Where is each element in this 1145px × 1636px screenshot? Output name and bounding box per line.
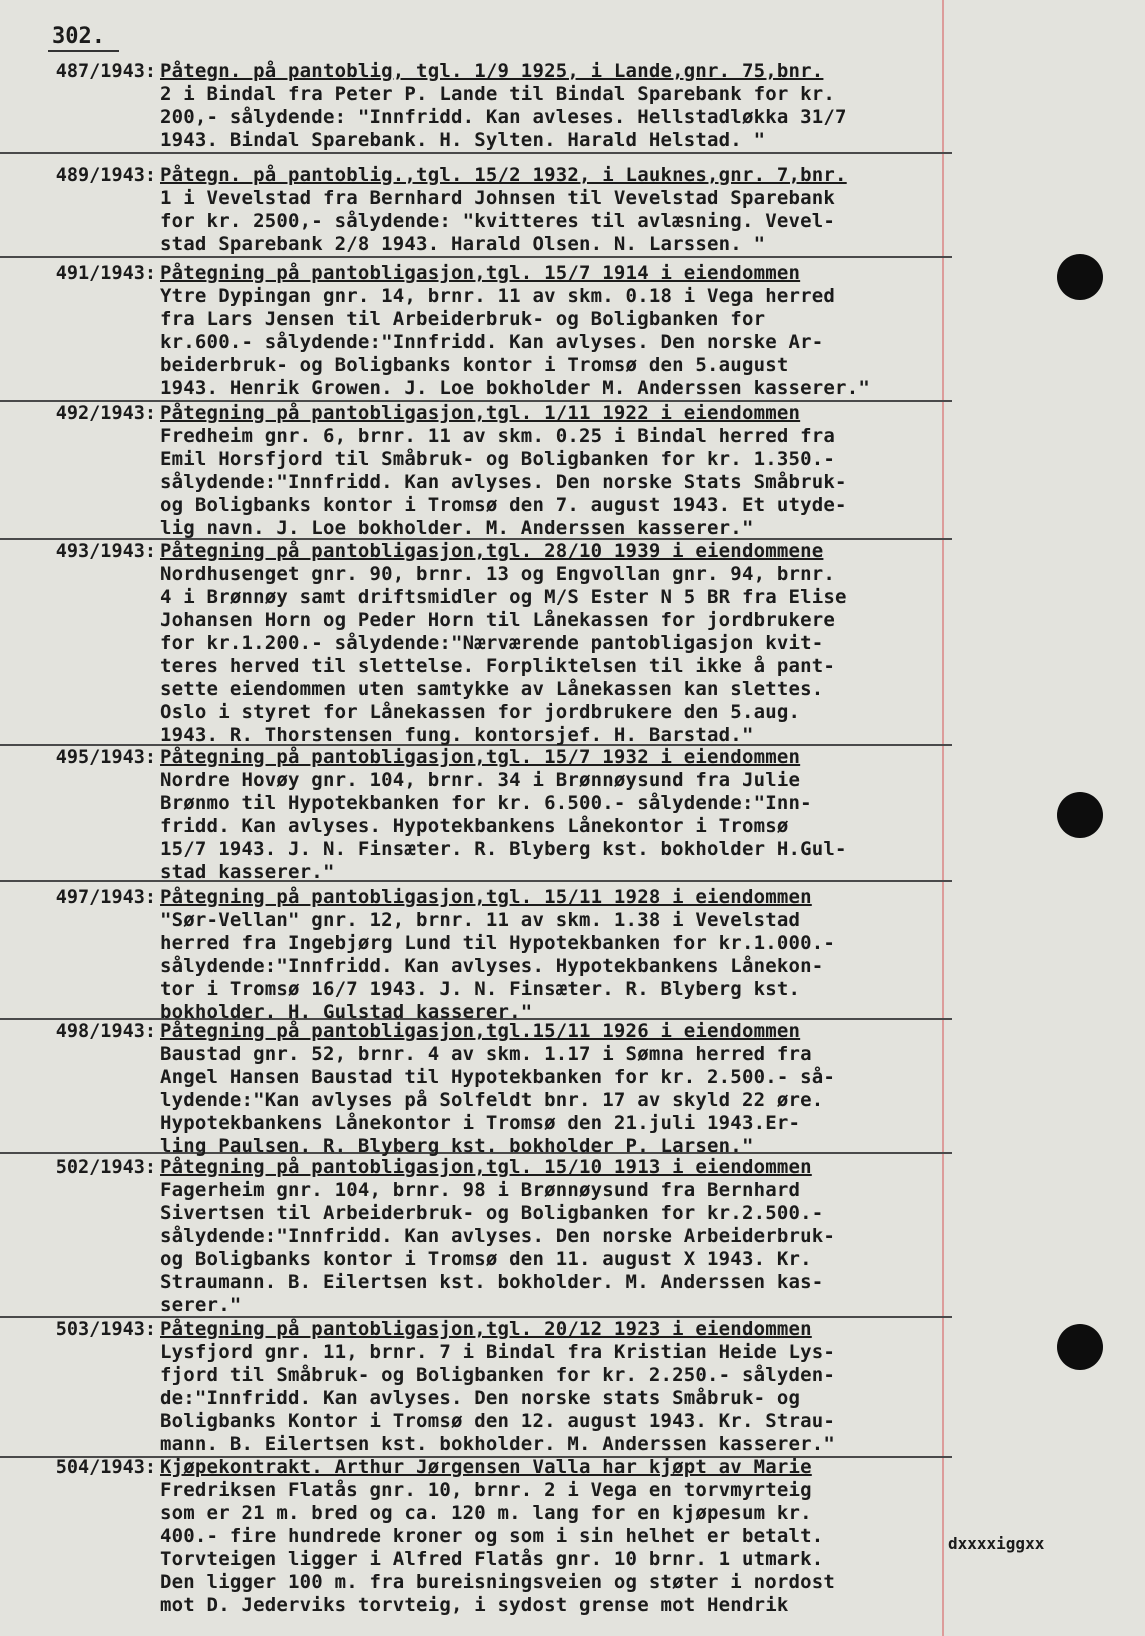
entry-line: Påtegning på pantobligasjon,tgl. 15/11 1928 i eiendommen [160, 886, 812, 908]
entry-line: Påtegning på pantobligasjon,tgl. 15/7 1932 i eiendommen [160, 746, 801, 768]
entry-id: 492/1943: [55, 403, 156, 424]
entry-line: og Boligbanks kontor i Tromsø den 7. august 1943. Et utyde- [160, 494, 847, 516]
entry-text [160, 1318, 950, 1456]
entry-line: teres herved til slettelse. Forpliktelsen til ikke å pant- [160, 655, 836, 677]
entry-line: 1943. Bindal Sparebank. H. Sylten. Harald Helstad. " [160, 129, 766, 151]
entry-line: Fredriksen Flatås gnr. 10, brnr. 2 i Vega en torvmyrteig [160, 1479, 812, 1501]
entry-id: 493/1943: [55, 541, 156, 562]
entry-line: sette eiendommen uten samtykke av Lånekassen kan slettes. [160, 678, 824, 700]
entry-line: 1943. R. Thorstensen fung. kontorsjef. H. Barstad." [160, 724, 754, 746]
entry-line: Påtegn. på pantoblig.,tgl. 15/2 1932, i Lauknes,gnr. 7,bnr. [160, 164, 847, 186]
entry-line: Boligbanks Kontor i Tromsø den 12. august 1943. Kr. Strau- [160, 1410, 836, 1432]
entry-id: 495/1943: [55, 747, 156, 768]
entry-line: tor i Tromsø 16/7 1943. J. N. Finsæter. R. Blyberg kst. [160, 978, 801, 1000]
entry-line: Johansen Horn og Peder Horn til Lånekassen for jordbrukere [160, 609, 836, 631]
entry-line: 400.- fire hundrede kroner og som i sin helhet er betalt. [160, 1525, 824, 1547]
entry-line: 2 i Bindal fra Peter P. Lande til Bindal Sparebank for kr. [160, 83, 836, 105]
entry-line: "Sør-Vellan" gnr. 12, brnr. 11 av skm. 1.38 i Vevelstad [160, 909, 801, 931]
entry-line: 15/7 1943. J. N. Finsæter. R. Blyberg kst. bokholder H.Gul- [160, 838, 847, 860]
entry-line: sålydende:"Innfridd. Kan avlyses. Den norske Arbeiderbruk- [160, 1225, 836, 1247]
entry-id: 487/1943: [55, 61, 156, 82]
entry-id: 498/1943: [55, 1021, 156, 1042]
entry-line: Påtegning på pantobligasjon,tgl. 15/10 1913 i eiendommen [160, 1156, 812, 1178]
entry-line: 1 i Vevelstad fra Bernhard Johnsen til Vevelstad Sparebank [160, 187, 836, 209]
entry-text [160, 886, 950, 1024]
entry-text [160, 1020, 950, 1158]
entry-493 [0, 540, 952, 746]
entry-line: mann. B. Eilertsen kst. bokholder. M. Anderssen kasserer." [160, 1433, 836, 1455]
entry-line: Påtegn. på pantoblig, tgl. 1/9 1925, i Lande,gnr. 75,bnr. [160, 60, 824, 82]
entry-line: herred fra Ingebjørg Lund til Hypotekbanken for kr.1.000.- [160, 932, 836, 954]
entry-495 [0, 746, 952, 882]
entry-id: 502/1943: [55, 1157, 156, 1178]
entry-line: Torvteigen ligger i Alfred Flatås gnr. 10 brnr. 1 utmark. [160, 1548, 824, 1570]
entry-line: for kr.1.200.- sålydende:"Nærværende pantobligasjon kvit- [160, 632, 824, 654]
entry-text [160, 262, 950, 400]
entry-line: lig navn. J. Loe bokholder. M. Anderssen kasserer." [160, 517, 754, 539]
entry-503 [0, 1318, 952, 1458]
entry-491 [0, 262, 952, 402]
entry-line: Sivertsen til Arbeiderbruk- og Boligbanken for kr.2.500.- [160, 1202, 824, 1224]
binder-hole [1057, 792, 1103, 838]
entry-line: Fredheim gnr. 6, brnr. 11 av skm. 0.25 i Bindal herred fra [160, 425, 836, 447]
entry-line: bokholder. H. Gulstad kasserer." [160, 1001, 533, 1023]
entry-line: ling Paulsen. R. Blyberg kst. bokholder P. Larsen." [160, 1135, 754, 1157]
entry-line: 4 i Brønnøy samt driftsmidler og M/S Ester N 5 BR fra Elise [160, 586, 847, 608]
entry-id: 504/1943: [55, 1457, 156, 1478]
entry-line: Baustad gnr. 52, brnr. 4 av skm. 1.17 i Sømna herred fra [160, 1043, 812, 1065]
binder-hole [1057, 1324, 1103, 1370]
entry-id: 503/1943: [55, 1319, 156, 1340]
entry-487 [0, 60, 952, 154]
entry-line: fridd. Kan avlyses. Hypotekbankens Lånekontor i Tromsø [160, 815, 789, 837]
entry-id: 491/1943: [55, 263, 156, 284]
entry-line: kr.600.- sålydende:"Innfridd. Kan avlyses. Den norske Ar- [160, 331, 824, 353]
entry-line: Påtegning på pantobligasjon,tgl.15/11 1926 i eiendommen [160, 1020, 801, 1042]
entry-line: Fagerheim gnr. 104, brnr. 98 i Brønnøysund fra Bernhard [160, 1179, 801, 1201]
entry-line: Påtegning på pantobligasjon,tgl. 15/7 1914 i eiendommen [160, 262, 801, 284]
page-number: 302. [48, 24, 119, 52]
entry-504 [0, 1456, 952, 1626]
entry-line: Brønmo til Hypotekbanken for kr. 6.500.- sålydende:"Inn- [160, 792, 812, 814]
entry-line: fjord til Småbruk- og Boligbanken for kr. 2.250.- sålyden- [160, 1364, 836, 1386]
entry-line: sålydende:"Innfridd. Kan avlyses. Den norske Stats Småbruk- [160, 471, 847, 493]
entry-line: 200,- sålydende: "Innfridd. Kan avleses. Hellstadløkka 31/7 [160, 106, 847, 128]
entry-text [160, 402, 950, 540]
entry-line: beiderbruk- og Boligbanks kontor i Tromsø den 5.august [160, 354, 789, 376]
entry-text [160, 540, 950, 747]
entry-line: 1943. Henrik Growen. J. Loe bokholder M. Anderssen kasserer." [160, 377, 870, 399]
entry-line: Nordre Hovøy gnr. 104, brnr. 34 i Brønnøysund fra Julie [160, 769, 801, 791]
entry-498 [0, 1020, 952, 1157]
entry-line: sålydende:"Innfridd. Kan avlyses. Hypotekbankens Lånekon- [160, 955, 824, 977]
entry-489 [0, 164, 952, 258]
entry-line: Kjøpekontrakt. Arthur Jørgensen Valla har kjøpt av Marie [160, 1456, 812, 1478]
entry-line: Nordhusenget gnr. 90, brnr. 13 og Engvollan gnr. 94, brnr. [160, 563, 836, 585]
entry-line: Påtegning på pantobligasjon,tgl. 28/10 1939 i eiendommene [160, 540, 824, 562]
entry-line: Angel Hansen Baustad til Hypotekbanken for kr. 2.500.- så- [160, 1066, 836, 1088]
entry-line: fra Lars Jensen til Arbeiderbruk- og Boligbanken for [160, 308, 766, 330]
entry-line: mot D. Jederviks torvteig, i sydost grense mot Hendrik [160, 1594, 789, 1616]
entry-line: Lysfjord gnr. 11, brnr. 7 i Bindal fra Kristian Heide Lys- [160, 1341, 836, 1363]
entry-492 [0, 402, 952, 540]
entry-line: som er 21 m. bred og ca. 120 m. lang for en kjøpesum kr. [160, 1502, 812, 1524]
entry-text [160, 1456, 950, 1617]
entry-line: Emil Horsfjord til Småbruk- og Boligbanken for kr. 1.350.- [160, 448, 836, 470]
entry-line: Den ligger 100 m. fra bureisningsveien og støter i nordost [160, 1571, 836, 1593]
struck-side-note: dxxxxiggxx [948, 1534, 1045, 1553]
entry-line: og Boligbanks kontor i Tromsø den 11. august X 1943. Kr. [160, 1248, 812, 1270]
binder-hole [1057, 254, 1103, 300]
entry-line: Ytre Dypingan gnr. 14, brnr. 11 av skm. 0.18 i Vega herred [160, 285, 836, 307]
entry-line: Påtegning på pantobligasjon,tgl. 20/12 1923 i eiendommen [160, 1318, 812, 1340]
entry-line: lydende:"Kan avlyses på Solfeldt bnr. 17 av skyld 22 øre. [160, 1089, 824, 1111]
entry-line: de:"Innfridd. Kan avlyses. Den norske stats Småbruk- og [160, 1387, 801, 1409]
entry-id: 497/1943: [55, 887, 156, 908]
entry-text [160, 746, 950, 884]
entry-line: serer." [160, 1294, 242, 1316]
entry-line: Påtegning på pantobligasjon,tgl. 1/11 1922 i eiendommen [160, 402, 801, 424]
entry-text [160, 1156, 950, 1317]
entry-line: Straumann. B. Eilertsen kst. bokholder. M. Anderssen kas- [160, 1271, 824, 1293]
entry-line: stad Sparebank 2/8 1943. Harald Olsen. N. Larssen. " [160, 233, 766, 255]
entry-line: Oslo i styret for Lånekassen for jordbrukere den 5.aug. [160, 701, 801, 723]
entry-id: 489/1943: [55, 165, 156, 186]
entry-line: stad kasserer." [160, 861, 335, 883]
entry-line: for kr. 2500,- sålydende: "kvitteres til avlæsning. Vevel- [160, 210, 836, 232]
entry-text [160, 164, 950, 256]
entry-line: Hypotekbankens Lånekontor i Tromsø den 21.juli 1943.Er- [160, 1112, 801, 1134]
entry-text [160, 60, 950, 152]
entry-497 [0, 886, 952, 1023]
entry-502 [0, 1156, 952, 1318]
